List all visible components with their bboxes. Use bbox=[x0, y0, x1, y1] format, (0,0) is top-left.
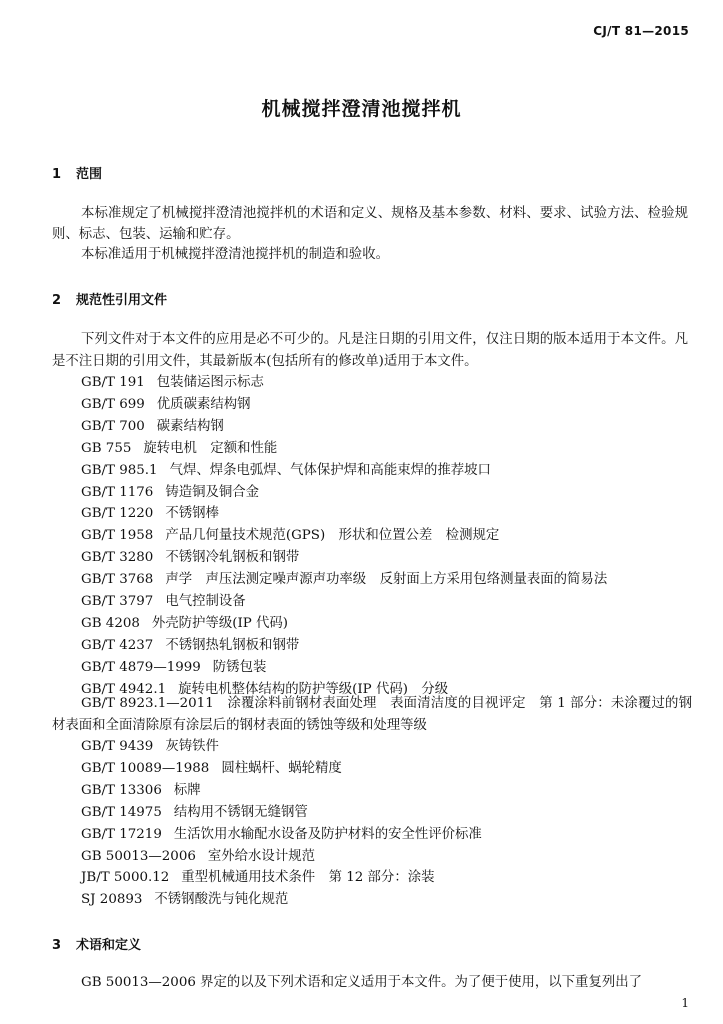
section-title: 术语和定义 bbox=[76, 938, 142, 953]
reference-title: 标牌 bbox=[173, 782, 201, 798]
reference-code: GB/T 700 bbox=[81, 418, 145, 434]
reference-title: 灰铸铁件 bbox=[165, 739, 219, 754]
reference-code: GB/T 3797 bbox=[81, 594, 154, 609]
reference-item bbox=[81, 803, 308, 823]
reference-item bbox=[81, 461, 491, 481]
reference-title: 重型机械通用技术条件 第 12 部分：涂装 bbox=[181, 870, 435, 886]
reference-code: GB/T 10089—1988 bbox=[81, 760, 210, 776]
reference-title: 结构用不锈钢无缝钢管 bbox=[173, 804, 308, 820]
section-2-heading bbox=[52, 289, 167, 308]
reference-code: GB/T 1176 bbox=[81, 484, 154, 500]
section-title: 规范性引用文件 bbox=[76, 293, 168, 308]
reference-wrapped: GB/T 8923.1—2011 涂覆涂料前钢材表面处理 表面清洁度的目视评定 第 1 部分：未涂覆过的钢材表面和全面清除原有涂层后的钢材表面的锈蚀等级和处理等级 bbox=[52, 696, 692, 733]
reference-title: 气焊、焊条电弧焊、气体保护焊和高能束焊的推荐坡口 bbox=[169, 462, 491, 478]
section-1-heading bbox=[52, 163, 102, 182]
reference-code: GB/T 9439 bbox=[81, 739, 154, 754]
reference-item bbox=[81, 737, 219, 757]
reference-item bbox=[81, 373, 264, 393]
reference-code: GB/T 4879—1999 bbox=[81, 659, 201, 675]
reference-title: 不锈钢热轧钢板和钢带 bbox=[165, 637, 300, 653]
reference-code: GB/T 699 bbox=[81, 396, 145, 412]
reference-item bbox=[81, 825, 482, 845]
reference-item bbox=[81, 395, 251, 415]
section-1-paragraph-2: 本标准适用于机械搅拌澄清池搅拌机的制造和验收。 bbox=[81, 247, 389, 262]
reference-title: 电气控制设备 bbox=[165, 594, 246, 609]
section-3-paragraph-1: GB 50013—2006 界定的以及下列术语和定义适用于本文件。为了便于使用，以下重复列出了 bbox=[81, 975, 643, 990]
reference-title: 旋转电机整体结构的防护等级(IP 代码) 分级 bbox=[178, 681, 449, 697]
reference-code: GB/T 3280 bbox=[81, 550, 154, 566]
reference-item bbox=[81, 759, 342, 779]
section-2-intro: 下列文件对于本文件的应用是必不可少的。凡是注日期的引用文件，仅注日期的版本适用于本文件。凡是不注日期的引用文件，其最新版本(包括所有的修改单)适用于本文件。 bbox=[52, 332, 688, 369]
reference-title: 产品几何量技术规范(GPS) 形状和位置公差 检测规定 bbox=[165, 528, 500, 544]
section-number: 2 bbox=[52, 293, 62, 308]
reference-item bbox=[81, 439, 277, 459]
reference-title: 不锈钢冷轧钢板和钢带 bbox=[165, 550, 300, 566]
reference-code: JB/T 5000.12 bbox=[81, 870, 170, 886]
reference-code: GB/T 1220 bbox=[81, 506, 154, 522]
reference-code: GB/T 14975 bbox=[81, 804, 162, 820]
reference-title: 不锈钢棒 bbox=[165, 506, 219, 522]
reference-item bbox=[81, 658, 266, 678]
reference-code: GB 4208 bbox=[81, 615, 140, 631]
reference-title: 生活饮用水输配水设备及防护材料的安全性评价标准 bbox=[173, 826, 482, 842]
section-3-heading bbox=[52, 934, 141, 953]
reference-item bbox=[81, 847, 315, 867]
reference-item bbox=[81, 592, 246, 612]
reference-title: 外壳防护等级(IP 代码) bbox=[151, 615, 289, 631]
reference-item bbox=[81, 417, 224, 437]
section-number: 3 bbox=[52, 938, 62, 953]
reference-item bbox=[81, 570, 607, 590]
reference-code: GB/T 1958 bbox=[81, 528, 154, 544]
reference-title: 圆柱蜗杆、蜗轮精度 bbox=[221, 760, 342, 776]
reference-code: GB/T 985.1 bbox=[81, 462, 158, 478]
reference-code: GB/T 17219 bbox=[81, 826, 162, 842]
reference-code: GB/T 3768 bbox=[81, 572, 154, 588]
reference-item bbox=[81, 636, 299, 656]
reference-code: GB/T 4942.1 bbox=[81, 681, 167, 697]
reference-code: SJ 20893 bbox=[81, 892, 143, 908]
page-title: 机械搅拌澄清池搅拌机 bbox=[261, 98, 462, 120]
reference-title: 防锈包装 bbox=[212, 659, 267, 675]
reference-title: 声学 声压法测定噪声源声功率级 反射面上方采用包络测量表面的简易法 bbox=[165, 572, 608, 588]
reference-item bbox=[81, 504, 219, 524]
reference-title: 不锈钢酸洗与钝化规范 bbox=[154, 892, 289, 908]
reference-code: GB/T 4237 bbox=[81, 637, 154, 653]
reference-code: GB 50013—2006 bbox=[81, 848, 196, 864]
reference-item bbox=[81, 781, 201, 801]
reference-item bbox=[81, 868, 435, 888]
reference-title: 室外给水设计规范 bbox=[207, 848, 315, 864]
section-title: 范围 bbox=[76, 167, 103, 182]
section-1-paragraph-1: 本标准规定了机械搅拌澄清池搅拌机的术语和定义、规格及基本参数、材料、要求、试验方法、检验规则、标志、包装、运输和贮存。 bbox=[52, 206, 688, 242]
section-number: 1 bbox=[52, 167, 62, 182]
page-number: 1 bbox=[681, 996, 689, 1010]
reference-code: GB/T 13306 bbox=[81, 782, 162, 798]
reference-code: GB/T 191 bbox=[81, 375, 145, 390]
reference-item bbox=[81, 526, 499, 546]
reference-item bbox=[81, 614, 288, 634]
reference-title: 碳素结构钢 bbox=[156, 418, 224, 434]
reference-title: 包装储运图示标志 bbox=[156, 375, 264, 390]
reference-title: 旋转电机 定额和性能 bbox=[143, 440, 278, 456]
reference-item bbox=[81, 548, 299, 568]
reference-code: GB 755 bbox=[81, 440, 132, 456]
reference-item bbox=[81, 483, 259, 503]
reference-title: 铸造铜及铜合金 bbox=[165, 484, 260, 500]
standard-code: CJ/T 81—2015 bbox=[593, 24, 689, 38]
reference-title: 优质碳素结构钢 bbox=[156, 396, 251, 412]
reference-item bbox=[81, 890, 288, 910]
